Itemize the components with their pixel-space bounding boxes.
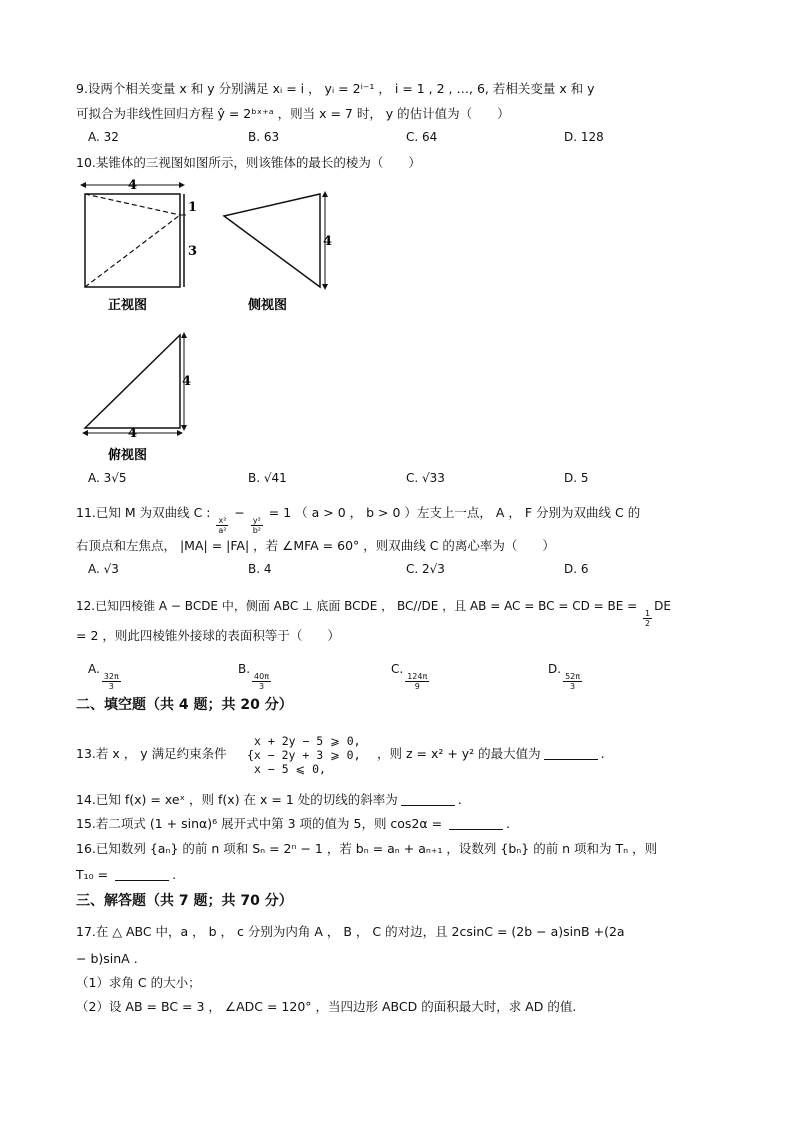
- top-view-drawing: [82, 332, 187, 436]
- front-dim-top: 4: [128, 178, 138, 193]
- q12-line1: [76, 597, 671, 628]
- q12-line1-tail: DE: [654, 599, 671, 613]
- q12-option-c-num: 124π: [407, 672, 428, 681]
- q11-options: [88, 562, 728, 580]
- q11-frac2-num: y²: [252, 516, 261, 525]
- front-dim-1: 1: [188, 200, 198, 215]
- q12-option-d-fraction: [563, 672, 582, 691]
- q13-constraint-3: x − 5 ⩽ 0,: [254, 762, 326, 776]
- q13-end: .: [600, 746, 605, 761]
- q13-constraint-1: x + 2y − 5 ⩾ 0,: [254, 734, 361, 748]
- q10-option-a: A. 3√5: [88, 471, 127, 485]
- section-solution-heading: 三、解答题（共 7 题；共 70 分）: [76, 893, 293, 909]
- top-dim-bottom: 4: [128, 426, 138, 441]
- q15-end: .: [506, 816, 511, 831]
- q9-option-b: B. 63: [248, 130, 280, 144]
- q16-line1: 16.已知数列 {aₙ} 的前 n 项和 Sₙ = 2ⁿ − 1 ，若 bₙ = aₙ + aₙ₊₁ ，设数列 {bₙ} 的前 n 项和为 Tₙ ，则: [76, 841, 658, 856]
- q11-fraction-y: [251, 516, 263, 535]
- q11-minus: −: [230, 505, 249, 520]
- q13-tail-text: ，则 z = x² + y² 的最大值为: [377, 746, 541, 761]
- q13-lead: 13.若 x ， y 满足约束条件: [76, 746, 227, 761]
- q11-line1: [76, 504, 640, 535]
- q14-line: [76, 791, 462, 809]
- q10-option-b: B. √41: [248, 471, 287, 485]
- q12-option-a-letter: A.: [88, 662, 100, 676]
- q9-line2: 可拟合为非线性回归方程 ŷ = 2ᵇˣ⁺ᵃ ，则当 x = 7 时， y 的估计值为（ ）: [76, 106, 510, 121]
- q16-end: .: [172, 867, 177, 882]
- q12-option-a-num: 32π: [103, 672, 119, 681]
- q12-option-d: [548, 662, 584, 691]
- q9-options: [88, 130, 728, 148]
- q10-options: [88, 471, 728, 489]
- q9-option-a: A. 32: [88, 130, 119, 144]
- q10-option-c: C. √33: [406, 471, 445, 485]
- q12-option-c-fraction: [405, 672, 429, 691]
- q11-frac2-den: b²: [252, 526, 261, 535]
- q11-option-d: D. 6: [564, 562, 589, 576]
- section-fill-in-heading: 二、填空题（共 4 题；共 20 分）: [76, 697, 293, 713]
- q9-line1: 9.设两个相关变量 x 和 y 分别满足 xᵢ = i ， yᵢ = 2ⁱ⁻¹ ， i = 1 , 2 , …, 6, 若相关变量 x 和 y: [76, 81, 595, 96]
- q11-fraction-x: [216, 516, 228, 535]
- q12-option-d-num: 52π: [565, 672, 581, 681]
- q15-answer-blank[interactable]: [449, 817, 503, 830]
- q10-three-view-figure: [80, 175, 340, 465]
- q15-line: [76, 815, 510, 833]
- q12-option-a: [88, 662, 123, 691]
- q12-line1-lead: 12.已知四棱锥 A − BCDE 中，侧面 ABC ⊥ 底面 BCDE ， BC//DE ，且 AB = AC = BC = CD = BE =: [76, 599, 642, 613]
- side-view-drawing: [224, 191, 328, 290]
- q11-option-a: A. √3: [88, 562, 119, 576]
- q12-option-a-fraction: [102, 672, 121, 691]
- q9-option-d: D. 128: [564, 130, 604, 144]
- q10-option-d: D. 5: [564, 471, 589, 485]
- q17-line2: − b)sinA .: [76, 951, 138, 966]
- q12-option-b: [238, 662, 273, 691]
- q11-frac1-num: x²: [218, 516, 227, 525]
- q16-line2-text: T₁₀ =: [76, 867, 113, 882]
- q16-line2: [76, 866, 176, 884]
- q12-option-c-letter: C.: [391, 662, 404, 676]
- q13-answer-blank[interactable]: [544, 747, 598, 760]
- q12-option-a-den: 3: [108, 682, 114, 691]
- q12-half-fraction: [643, 609, 652, 628]
- q12-option-c-den: 9: [414, 682, 420, 691]
- q12-option-b-num: 40π: [254, 672, 270, 681]
- q12-line2: = 2 ，则此四棱锥外接球的表面积等于（ ）: [76, 628, 340, 643]
- q12-option-b-fraction: [252, 672, 271, 691]
- q9-option-c: C. 64: [406, 130, 438, 144]
- q11-line1-lead: 11.已知 M 为双曲线 C :: [76, 505, 215, 520]
- q11-line1-tail: = 1 （ a > 0 ， b > 0 ）左支上一点， A ， F 分别为双曲线 C 的: [264, 505, 641, 520]
- q14-text: 14.已知 f(x) = xeˣ ，则 f(x) 在 x = 1 处的切线的斜率为: [76, 792, 398, 807]
- q13-constraint-2: {x − 2y + 3 ⩾ 0,: [247, 748, 361, 762]
- q12-option-c: [391, 662, 431, 691]
- q11-option-b: B. 4: [248, 562, 272, 576]
- q12-option-b-den: 3: [259, 682, 265, 691]
- side-dim-4: 4: [323, 234, 333, 249]
- q14-end: .: [457, 792, 462, 807]
- q16-answer-blank[interactable]: [115, 868, 169, 881]
- q12-option-d-den: 3: [570, 682, 576, 691]
- top-dim-right: 4: [182, 374, 192, 389]
- q12-half-den: 2: [645, 619, 651, 628]
- q12-option-d-letter: D.: [548, 662, 562, 676]
- top-view-label: 俯视图: [108, 448, 148, 463]
- q14-answer-blank[interactable]: [401, 793, 455, 806]
- q17-part2: （2）设 AB = BC = 3 ， ∠ADC = 120° ，当四边形 ABCD 的面积最大时，求 AD 的值.: [76, 999, 577, 1014]
- q13-tail: [377, 745, 605, 763]
- q17-line1: 17.在 △ ABC 中，a ， b ， c 分别为内角 A ， B ， C 的对边，且 2csinC = (2b − a)sinB +(2a: [76, 924, 625, 939]
- q11-frac1-den: a²: [218, 526, 227, 535]
- side-view-label: 侧视图: [248, 298, 288, 313]
- q11-option-c: C. 2√3: [406, 562, 445, 576]
- q10-stem: 10.某锥体的三视图如图所示，则该锥体的最长的棱为（ ）: [76, 155, 421, 170]
- q12-half-num: 1: [645, 609, 651, 618]
- q17-part1: （1）求角 C 的大小；: [76, 975, 201, 990]
- q15-text: 15.若二项式 (1 + sinα)⁶ 展开式中第 3 项的值为 5，则 cos2α =: [76, 816, 447, 831]
- front-view-label: 正视图: [108, 298, 148, 313]
- front-view-drawing: [80, 182, 186, 287]
- front-dim-3: 3: [188, 244, 198, 259]
- q12-options: [88, 662, 728, 691]
- q11-line2: 右顶点和左焦点， |MA| = |FA| ，若 ∠MFA = 60° ，则双曲线 C 的离心率为（ ）: [76, 538, 555, 553]
- q12-option-b-letter: B.: [238, 662, 251, 676]
